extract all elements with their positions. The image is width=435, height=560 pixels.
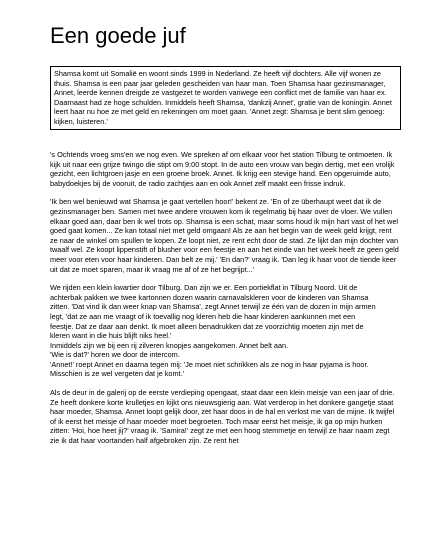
- text-line: 'Annet!' roept Annet en daarna tegen mij: 'Je moet niet schrikken als ze nog in haar pyjama is hoor.: [50, 359, 369, 369]
- text-line: kleren want in die huis blijft niks heel.': [50, 331, 172, 341]
- text-line: Misschien is ze wel vergeten dat je komt.': [50, 369, 185, 379]
- text-line: zitten. 'Dat vind ik dan weer knap van Shamsa', zegt Annet terwijl ze één van de dozen in mijn armen: [50, 302, 376, 312]
- paragraph-4: Als de deur in de galerij op de eerste verdieping opengaat, staat daar een klein meisje van een jaar of drie. Ze heeft donkere korte krulletjes en kijkt ons nieuwsgierig aan. Wat verderop in het donkere gangetje staat haar moeder, Shamsa. Annet loopt gelijk door, zet haar doos in de hal en verlost me van de mijne. Ik twijfel of ik eerst het meisje of haar moeder moet begroeten. Toch maar eerst het meisje, ik ga op mijn hurken zitten: 'Hoi, hoe heet jij?' vraag ik. 'Samira!' zegt ze met een hoog stemmetje en terwijl ze haar naam zegt zie ik dat haar voortanden half afgebroken zijn. Ze rent het: [50, 388, 395, 446]
- paragraph-1: 's Ochtends vroeg sms'en we nog even. We spreken af om elkaar voor het station Tilburg te ontmoeten. Ik kijk uit naar een grijze twingo die stipt om 9:00 stopt. In de auto een vrouw van begin dertig, met een vrolijk gezicht, een lichtgroen jasje en een groene broek. Annet. Ik krijg een stevige hand. Een opgeruimde auto, babydoekjes bij de vooruit, de radio zachtjes aan en ook Annet zelf maakt een frisse indruk.: [50, 150, 395, 188]
- text-line: We rijden een klein kwartier door Tilburg. Dan zijn we er. Een portiekflat in Tilburg Noord. Uit de: [50, 283, 358, 293]
- text-line: 'Wie is dat?' horen we door de intercom.: [50, 350, 180, 360]
- text-line: achterbak pakken we twee kartonnen dozen waarin carnavalskleren voor de kinderen van Shamsa: [50, 292, 369, 302]
- paragraph-3: [50, 283, 400, 379]
- page-title: Een goede juf: [50, 23, 186, 48]
- paragraph-2: 'Ik ben wel benieuwd wat Shamsa je gaat vertellen hoor!' bekent ze. 'En of ze überhaupt weet dat ik de gezinsmanager ben. Samen met twee andere vrouwen kom ik regelmatig bij haar over de vloer. We vullen elkaar goed aan, daar ben ik wel trots op. Shamsa is een schat, maar soms houd ik mijn hart vast of het wel goed gaat komen... Ze kan totaal niet met geld omgaan! Als ze aan het begin van de week geld krijgt, rent ze naar de winkel om spullen te kopen. Ze loopt niet, ze rent echt door de stad. Ze lijkt dan mijn dochter van twaalf wel. Ze koopt lippenstift of blusher voor een feestje en aan het einde van het week heeft ze geen geld meer voor eten voor haar kinderen. Dan belt ze mij.' 'En dan?' vraag ik. 'Dan leg ik haar voor de tiende keer uit dat ze moet sparen, maar ik vraag me af of ze het begrijpt...': [50, 197, 399, 274]
- article-body: [50, 150, 400, 455]
- text-line: legt, 'dat ze aan me vraagt of ik toevallig nog kleren heb die haar kinderen aankunnen met een: [50, 311, 356, 321]
- text-line: feestje. Dat ze daar aan denkt. Ik moet alleen benadrukken dat ze voorzichtig moeten zijn met de: [50, 321, 364, 331]
- intro-box: Shamsa komt uit Somalië en woont sinds 1999 in Nederland. Ze heeft vijf dochters. Alle vijf wonen ze thuis. Shamsa is een paar jaar geleden gescheiden van haar man. Toen Shamsa haar gezinsmanager, Annet, leerde kennen dreigde ze vastgezet te worden vanwege een conflict met de familie van haar ex. Daarnaast had ze hoge schulden. Inmiddels heeft Shamsa, 'dankzij Annet', gratie van de koningin. Annet leert haar nu hoe ze met geld en rekeningen om moet gaan. 'Annet zegt: Shamsa je bent slim genoeg: kijken, luisteren.': [50, 66, 401, 130]
- text-line: Inmiddels zijn we bij een rij zilveren knopjes aangekomen. Annet belt aan.: [50, 340, 289, 350]
